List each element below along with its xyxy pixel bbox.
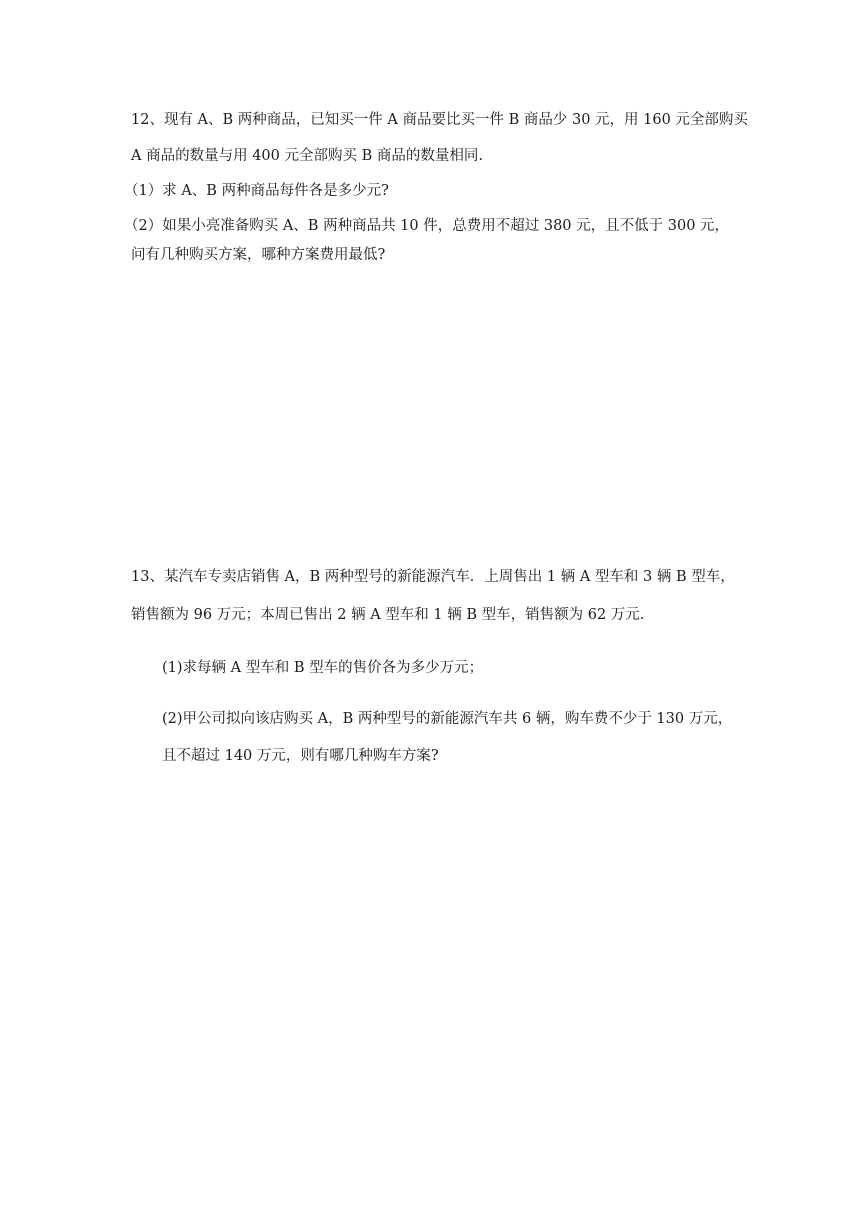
question-13-line-1: 13、某汽车专卖店销售 A，B 两种型号的新能源汽车．上周售出 1 辆 A 型车和 3 辆 B 型车，: [131, 569, 735, 585]
question-12-part-1: （1）求 A、B 两种商品每件各是多少元?: [124, 183, 389, 199]
question-13-part-1: (1)求每辆 A 型车和 B 型车的售价各为多少万元；: [162, 660, 484, 676]
question-13-part-2-continued: 且不超过 140 万元，则有哪几种购车方案?: [162, 748, 439, 764]
question-12-part-2-continued: 问有几种购买方案，哪种方案费用最低?: [131, 247, 386, 263]
question-12-part-2: （2）如果小亮准备购买 A、B 两种商品共 10 件，总费用不超过 380 元，且不低于 300 元，: [124, 218, 730, 234]
question-12-line-1: 12、现有 A、B 两种商品，已知买一件 A 商品要比买一件 B 商品少 30 元，用 160 元全部购买: [131, 112, 748, 128]
question-13-line-2: 销售额为 96 万元；本周已售出 2 辆 A 型车和 1 辆 B 型车，销售额为 62 万元.: [131, 607, 645, 623]
question-13-part-2: (2)甲公司拟向该店购买 A，B 两种型号的新能源汽车共 6 辆，购车费不少于 130 万元，: [162, 711, 733, 727]
question-12-line-2: A 商品的数量与用 400 元全部购买 B 商品的数量相同.: [131, 148, 483, 164]
